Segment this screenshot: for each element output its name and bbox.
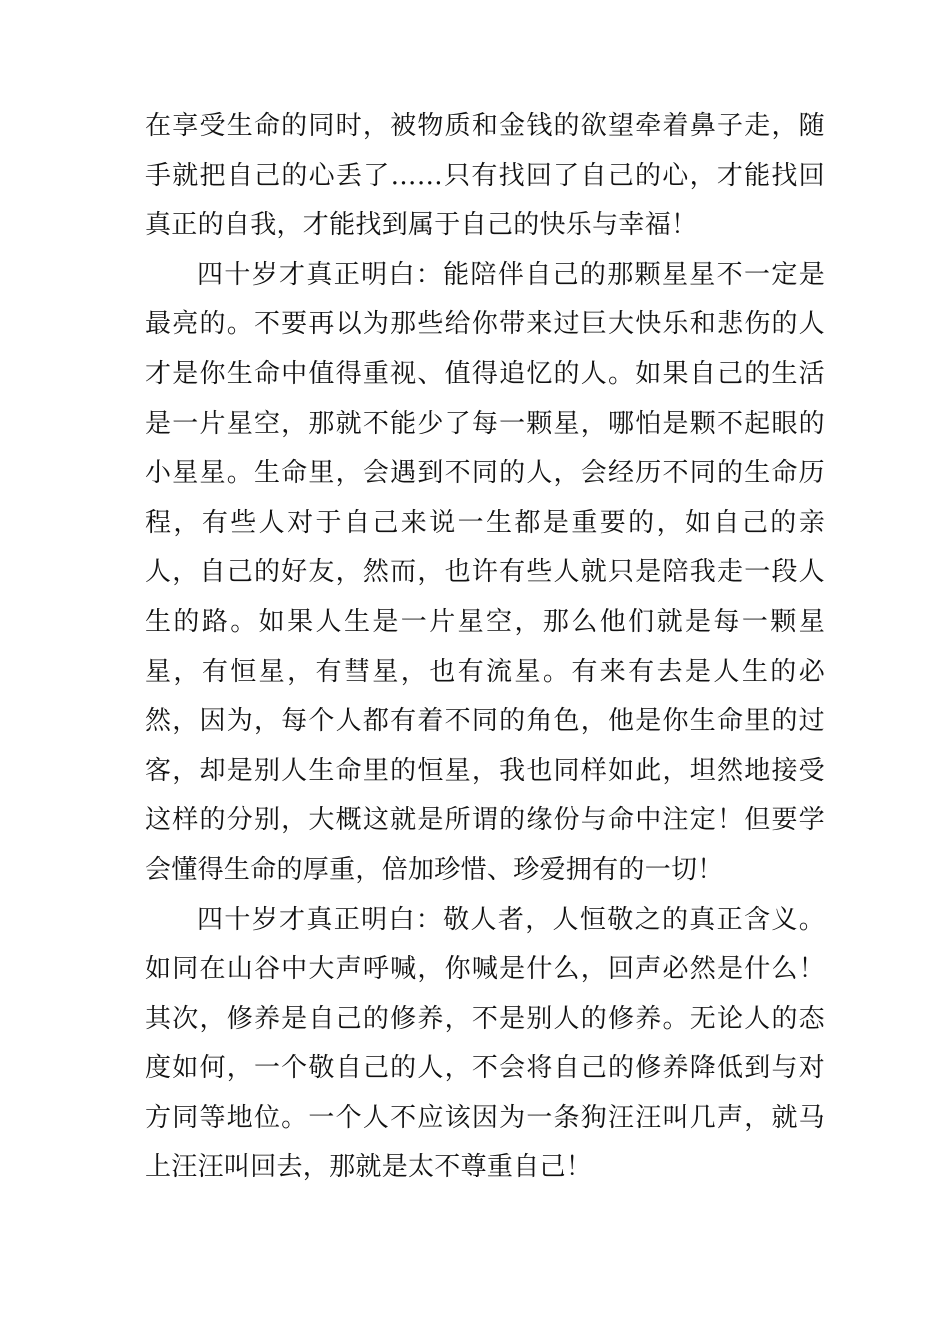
paragraph-1: 在享受生命的同时，被物质和金钱的欲望牵着鼻子走，随手就把自己的心丢了……只有找回了自己的心，才能找回真正的自我，才能找到属于自己的快乐与幸福！ bbox=[145, 111, 825, 241]
document-page bbox=[145, 102, 825, 1193]
paragraph-2: 四十岁才真正明白：能陪伴自己的那颗星星不一定是最亮的。不要再以为那些给你带来过巨大快乐和悲伤的人才是你生命中值得重视、值得追忆的人。如果自己的生活是一片星空，那就不能少了每一颗星，哪怕是颗不起眼的小星星。生命里，会遇到不同的人，会经历不同的生命历程，有些人对于自己来说一生都是重要的，如自己的亲人，自己的好友，然而，也许有些人就只是陪我走一段人生的路。如果人生是一片星空，那么他们就是每一颗星星，有恒星，有彗星，也有流星。有来有去是人生的必然，因为，每个人都有着不同的角色，他是你生命里的过客，却是别人生命里的恒星，我也同样如此，坦然地接受这样的分别，大概这就是所谓的缘份与命中注定！但要学会懂得生命的厚重，倍加珍惜、珍爱拥有的一切！ bbox=[145, 259, 825, 885]
paragraph-3: 四十岁才真正明白：敬人者，人恒敬之的真正含义。如同在山谷中大声呼喊，你喊是什么，回声必然是什么！其次，修养是自己的修养，不是别人的修养。无论人的态度如何，一个敬自己的人，不会将自己的修养降低到与对方同等地位。一个人不应该因为一条狗汪汪叫几声，就马上汪汪叫回去，那就是太不尊重自己！ bbox=[145, 904, 825, 1183]
